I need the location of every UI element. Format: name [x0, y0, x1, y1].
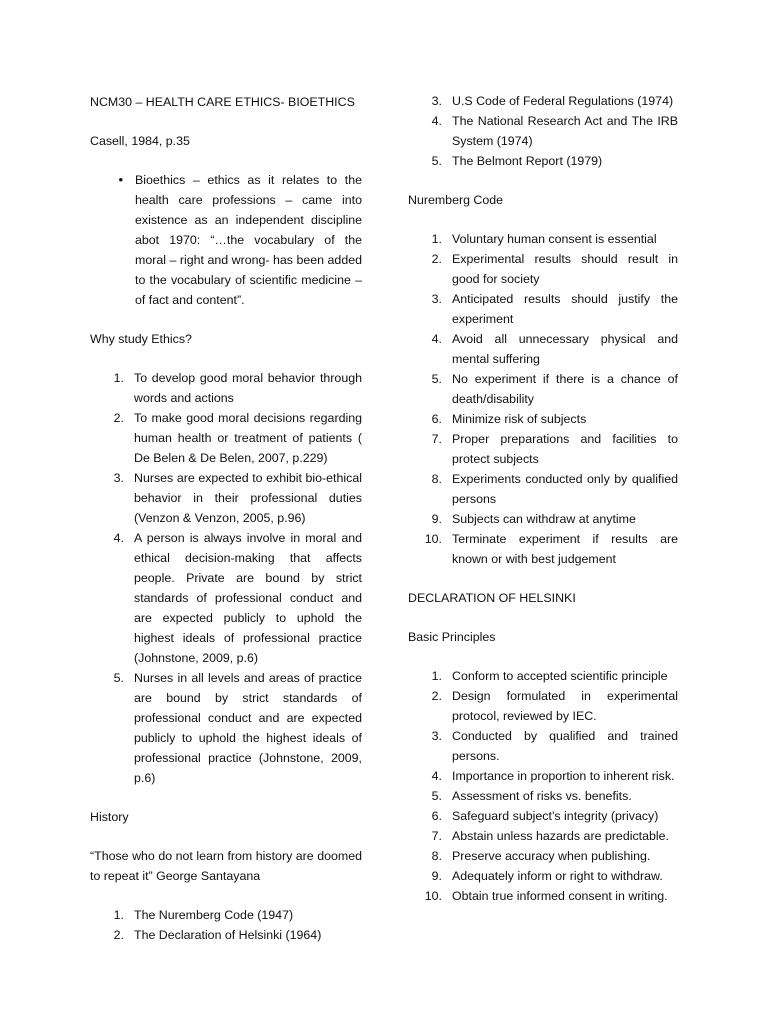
list-number: 2.: [113, 411, 124, 425]
bioethics-bullet-list: [90, 170, 362, 310]
list-text: No experiment if there is a chance of death/disability: [452, 372, 678, 406]
list-number: 5.: [431, 372, 442, 386]
right-column: [408, 91, 678, 906]
history-item: [408, 151, 678, 171]
list-number: 6.: [431, 809, 442, 823]
list-text: The Nuremberg Code (1947): [134, 908, 294, 922]
list-text: Voluntary human consent is essential: [452, 232, 657, 246]
basic-principles-list: [408, 666, 678, 906]
nuremberg-item: [408, 409, 678, 429]
list-text: Experimental results should result in good for society: [452, 252, 678, 286]
history-item: [408, 111, 678, 151]
list-number: 3.: [113, 471, 124, 485]
list-text: Assessment of risks vs. benefits.: [452, 789, 632, 803]
list-text: Nurses are expected to exhibit bio-ethical behavior in their professional duties (Venzon & Venzon, 2005, p.96): [134, 471, 362, 525]
nuremberg-item: [408, 429, 678, 469]
citation: Casell, 1984, p.35: [90, 134, 190, 148]
list-number: 4.: [431, 769, 442, 783]
list-number: 10.: [424, 889, 442, 903]
nuremberg-item: [408, 289, 678, 329]
basic-principle-item: [408, 866, 678, 886]
document-title: NCM30 – HEALTH CARE ETHICS- BIOETHICS: [90, 95, 355, 109]
nuremberg-item: [408, 329, 678, 369]
why-study-ethics-heading: Why study Ethics?: [90, 332, 192, 346]
why-study-ethics-list: [90, 368, 362, 788]
santayana-quote: “Those who do not learn from history are doomed to repeat it” George Santayana: [90, 849, 362, 883]
history-item: [90, 925, 362, 945]
history-item: [408, 91, 678, 111]
list-number: 9.: [431, 512, 442, 526]
basic-principle-item: [408, 786, 678, 806]
basic-principle-item: [408, 726, 678, 766]
basic-principle-item: [408, 666, 678, 686]
nuremberg-item: [408, 529, 678, 569]
list-text: Subjects can withdraw at anytime: [452, 512, 636, 526]
why-study-item: [90, 528, 362, 668]
nuremberg-code-heading: Nuremberg Code: [408, 193, 504, 207]
bullet-icon: •: [118, 172, 123, 187]
helsinki-heading: DECLARATION OF HELSINKI: [408, 591, 576, 605]
list-text: Anticipated results should justify the experiment: [452, 292, 678, 326]
nuremberg-item: [408, 509, 678, 529]
list-text: The National Research Act and The IRB System (1974): [452, 114, 678, 148]
list-text: Experiments conducted only by qualified persons: [452, 472, 678, 506]
list-text: Minimize risk of subjects: [452, 412, 587, 426]
history-list: [90, 905, 362, 945]
list-number: 4.: [431, 332, 442, 346]
history-heading: History: [90, 810, 129, 824]
list-number: 1.: [113, 908, 124, 922]
why-study-item: [90, 468, 362, 528]
left-column: [90, 92, 362, 945]
list-text: A person is always involve in moral and ethical decision-making that affects people. Private are bound by strict standards of professional conduct and are expected publicly to uphold the highest ideals of professional practice (Johnstone, 2009, p.6): [134, 531, 362, 665]
list-number: 3.: [431, 94, 442, 108]
list-number: 8.: [431, 472, 442, 486]
bullet-item: [90, 170, 362, 310]
nuremberg-item: [408, 469, 678, 509]
list-text: Proper preparations and facilities to protect subjects: [452, 432, 678, 466]
nuremberg-code-list: [408, 229, 678, 569]
why-study-item: [90, 408, 362, 468]
list-number: 3.: [431, 292, 442, 306]
list-number: 5.: [431, 789, 442, 803]
list-text: Nurses in all levels and areas of practice are bound by strict standards of professional conduct and are expected publicly to uphold the highest ideals of professional practice (Johnstone, 2009, p.6): [134, 671, 362, 785]
list-text: Safeguard subject’s integrity (privacy): [452, 809, 659, 823]
list-number: 4.: [431, 114, 442, 128]
history-item: [90, 905, 362, 925]
list-number: 4.: [113, 531, 124, 545]
list-number: 10.: [424, 532, 442, 546]
basic-principle-item: [408, 686, 678, 726]
list-number: 2.: [431, 252, 442, 266]
nuremberg-item: [408, 369, 678, 409]
list-number: 7.: [431, 432, 442, 446]
basic-principle-item: [408, 806, 678, 826]
list-number: 5.: [431, 154, 442, 168]
basic-principles-heading: Basic Principles: [408, 630, 496, 644]
list-number: 2.: [431, 689, 442, 703]
list-number: 8.: [431, 849, 442, 863]
basic-principle-item: [408, 826, 678, 846]
list-text: To develop good moral behavior through words and actions: [134, 371, 362, 405]
list-text: Terminate experiment if results are known or with best judgement: [452, 532, 678, 566]
nuremberg-item: [408, 249, 678, 289]
list-text: U.S Code of Federal Regulations (1974): [452, 94, 674, 108]
list-text: Avoid all unnecessary physical and mental suffering: [452, 332, 678, 366]
bullet-text: Bioethics – ethics as it relates to the health care professions – came into existence as an independent discipline abot 1970: “…the vocabulary of the moral – right and wrong- has been added to the vocabulary of scientific medicine – of fact and content”.: [135, 173, 362, 307]
list-number: 9.: [431, 869, 442, 883]
list-text: To make good moral decisions regarding human health or treatment of patients ( De Belen & De Belen, 2007, p.229): [134, 411, 362, 465]
list-number: 3.: [431, 729, 442, 743]
list-number: 5.: [113, 671, 124, 685]
history-list-continued: [408, 91, 678, 171]
basic-principle-item: [408, 846, 678, 866]
list-text: Conform to accepted scientific principle: [452, 669, 668, 683]
list-text: Abstain unless hazards are predictable.: [452, 829, 669, 843]
list-number: 1.: [431, 232, 442, 246]
list-number: 7.: [431, 829, 442, 843]
basic-principle-item: [408, 886, 678, 906]
basic-principle-item: [408, 766, 678, 786]
nuremberg-item: [408, 229, 678, 249]
list-text: The Declaration of Helsinki (1964): [134, 928, 322, 942]
list-number: 1.: [431, 669, 442, 683]
list-text: The Belmont Report (1979): [452, 154, 603, 168]
why-study-item: [90, 368, 362, 408]
list-number: 1.: [113, 371, 124, 385]
list-text: Design formulated in experimental protocol, reviewed by IEC.: [452, 689, 678, 723]
list-number: 2.: [113, 928, 124, 942]
list-text: Conducted by qualified and trained persons.: [452, 729, 678, 763]
list-text: Preserve accuracy when publishing.: [452, 849, 651, 863]
why-study-item: [90, 668, 362, 788]
list-text: Obtain true informed consent in writing.: [452, 889, 668, 903]
list-text: Importance in proportion to inherent risk.: [452, 769, 675, 783]
list-text: Adequately inform or right to withdraw.: [452, 869, 663, 883]
list-number: 6.: [431, 412, 442, 426]
